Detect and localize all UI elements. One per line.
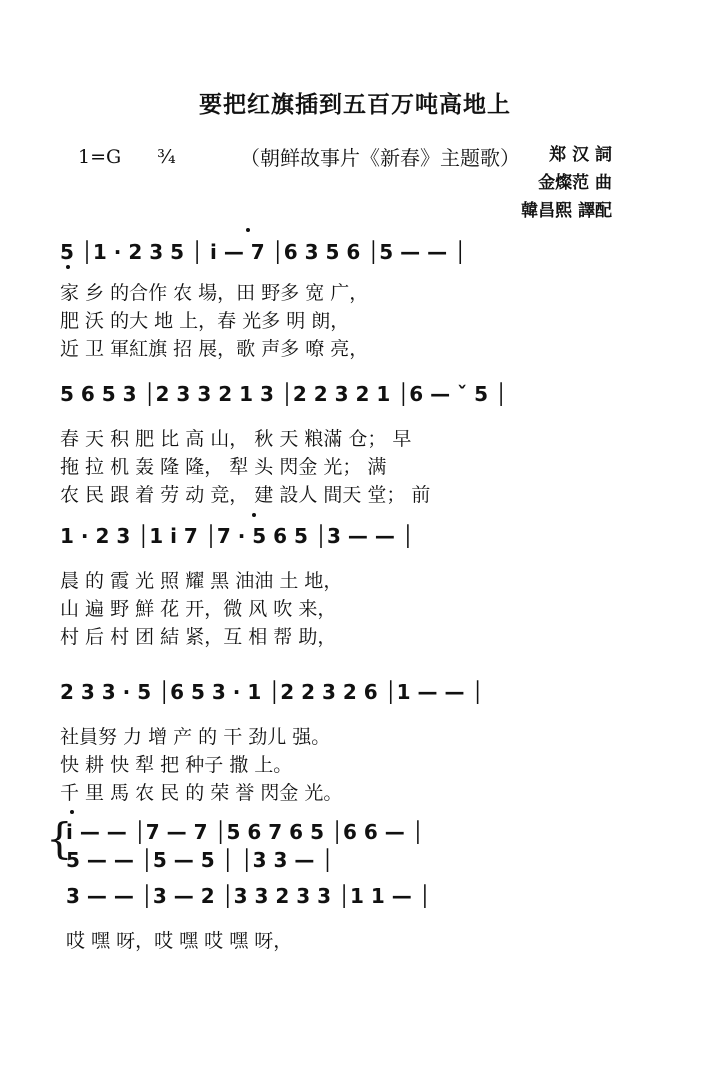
subtitle: （朝鲜故事片《新春》主题歌） <box>240 146 520 170</box>
lyric-verse-2: 山 遍 野 鮮 花 开，微 风 吹 来， <box>60 598 337 620</box>
lyric-verse-3: 近 卫 軍紅旗 招 展，歌 声多 嘹 亮， <box>60 338 369 360</box>
notation-line: 2 3 3 · 5 │6 5 3 · 1 │2 2 3 2 6 │1 — — │ <box>60 680 484 704</box>
notation-line: 5 6 5 3 │2 3 3 2 1 3 │2 2 3 2 1 │6 — ˇ 5 │ <box>60 382 508 406</box>
lyric-verse-1: 晨 的 霞 光 照 耀 黑 油油 土 地， <box>60 570 343 592</box>
key-signature <box>78 146 176 168</box>
key-label: 1=G <box>78 146 122 168</box>
notation-line: 5 │1 · 2 3 5 │ i — 7 │6 3 5 6 │5 — — │ <box>60 240 467 264</box>
lyricist-credit: 郑 汉 詞 <box>549 145 612 165</box>
composer-credit: 金燦范 曲 <box>538 173 612 193</box>
lyric-verse-2: 拖 拉 机 轰 隆 隆， 犁 头 閃金 光； 满 <box>60 456 387 478</box>
lyric-verse-3: 农 民 跟 着 劳 动 竞， 建 設人 間天 堂； 前 <box>60 484 431 506</box>
song-title: 要把红旗插到五百万吨高地上 <box>199 91 511 118</box>
lyric-verse-2: 肥 沃 的大 地 上，春 光多 明 朗， <box>60 310 350 332</box>
high-octave-dot <box>246 228 250 232</box>
lyric-verse-2: 快 耕 快 犁 把 种子 撒 上。 <box>60 754 293 776</box>
notation-line: 1 · 2 3 │1 i 7 │7 · 5 6 5 │3 — — │ <box>60 524 414 548</box>
notation-upper-line: i — — │7 — 7 │5 6 7 6 5 │6 6 — │ <box>66 820 424 844</box>
lyric-verse-3: 千 里 馬 农 民 的 荣 誉 閃金 光。 <box>60 782 343 804</box>
left-brace: { <box>46 814 73 863</box>
low-octave-dot <box>66 265 70 269</box>
translator-credit: 韓昌熙 譯配 <box>521 201 612 221</box>
notation-lower-line: 5 — — │5 — 5 │ │3 3 — │ <box>66 848 334 872</box>
notation-bass-line: 3 — — │3 — 2 │3 3 2 3 3 │1 1 — │ <box>66 884 431 908</box>
lyric-verse-1: 家 乡 的合作 农 場，田 野多 宽 广， <box>60 282 369 304</box>
lyric-verse-1: 社員努 力 增 产 的 干 劲儿 强。 <box>60 726 331 748</box>
high-octave-dot <box>252 513 256 517</box>
high-octave-dot <box>70 810 74 814</box>
lyric-refrain: 哎 嘿 呀，哎 嘿 哎 嘿 呀， <box>66 930 293 952</box>
time-signature: ¾ <box>157 146 176 168</box>
lyric-verse-1: 春 天 积 肥 比 高 山， 秋 天 粮滿 仓； 早 <box>60 428 412 450</box>
lyric-verse-3: 村 后 村 团 結 紧，互 相 帮 助， <box>60 626 337 648</box>
